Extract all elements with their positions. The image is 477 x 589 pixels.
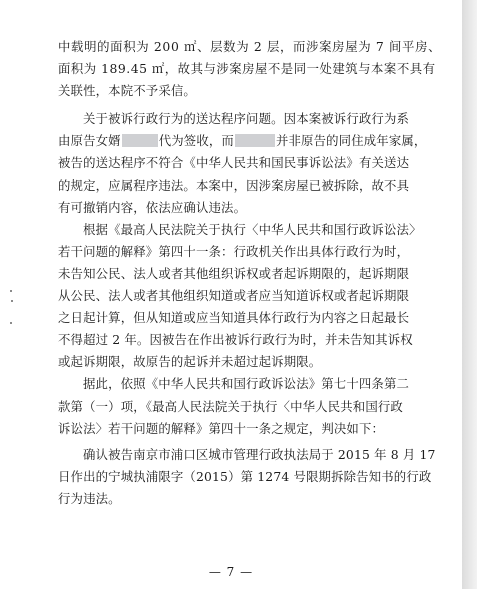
text-line: 日作出的宁城执浦限字（2015）第 1274 号限期拆除告知书的行政 [58,468,432,484]
paragraph-start-line: 关于被诉行政行为的送达程序问题。因本案被诉行政行为系 [83,111,410,127]
binding-mark [10,290,12,292]
redacted-name [122,134,158,147]
text-line: 有可撤销内容，依法应确认违法。 [58,199,247,215]
text-line: 不得超过 2 年。因被告在作出被诉行政行为时，并未告知其诉权 [58,332,413,348]
text-line: 若干问题的解释》第四十一条：行政机关作出具体行政行为时， [58,243,410,259]
text-line: 款第（一）项，《最高人民法院关于执行〈中华人民共和国行政 [58,398,403,414]
text-line: 之日起计算，但从知道或应当知道具体行政行为内容之日起最长 [58,310,410,326]
body-text [58,36,442,510]
page-number: — 7 — [208,565,254,579]
text-line: 面积为 189.45 ㎡，故其与涉案房屋不是同一处建筑与本案不具有 [58,61,436,77]
paragraph-start-line: 根据《最高人民法院关于执行〈中华人民共和国行政诉讼法〉 [83,221,422,237]
text-line: 未告知公民、法人或者其他组织诉权或者起诉期限的，起诉期限 [58,265,410,281]
text-line: 或起诉期限，故原告的起诉并未超过起诉期限。 [58,354,322,370]
text-line: 的规定，应属程序违法。本案中，因涉案房屋已被拆除，故不具 [58,177,410,193]
text-line-with-redactions [58,130,426,152]
binding-mark [10,322,12,324]
adjacent-page-edge [462,0,477,589]
text-segment: 代为签收，而 [158,133,234,149]
text-line: 关联性，本院不予采信。 [58,83,196,99]
paragraph-start-line: 据此，依照《中华人民共和国行政诉讼法》第七十四条第二 [83,376,410,392]
text-line: 从公民、法人或者其他组织知道或者应当知道诉权或者起诉期限 [58,288,410,304]
text-line: 中载明的面积为 200 ㎡、层数为 2 层，而涉案房屋为 7 间平房、 [58,39,442,54]
text-line: 行为违法。 [58,490,121,506]
text-line: 诉讼法〉若干问题的解释》第四十一条之规定，判决如下： [58,420,385,436]
paragraph-start-line: 确认被告南京市浦口区城市管理行政执法局于 2015 年 8 月 17 [83,446,436,462]
binding-mark [11,300,13,302]
text-segment: 并非原告的同住成年家属， [275,133,427,149]
text-line: 被告的送达程序不符合《中华人民共和国民事诉讼法》有关送达 [58,155,410,171]
text-segment: 由原告女婿 [58,133,121,149]
redacted-name [235,134,275,147]
